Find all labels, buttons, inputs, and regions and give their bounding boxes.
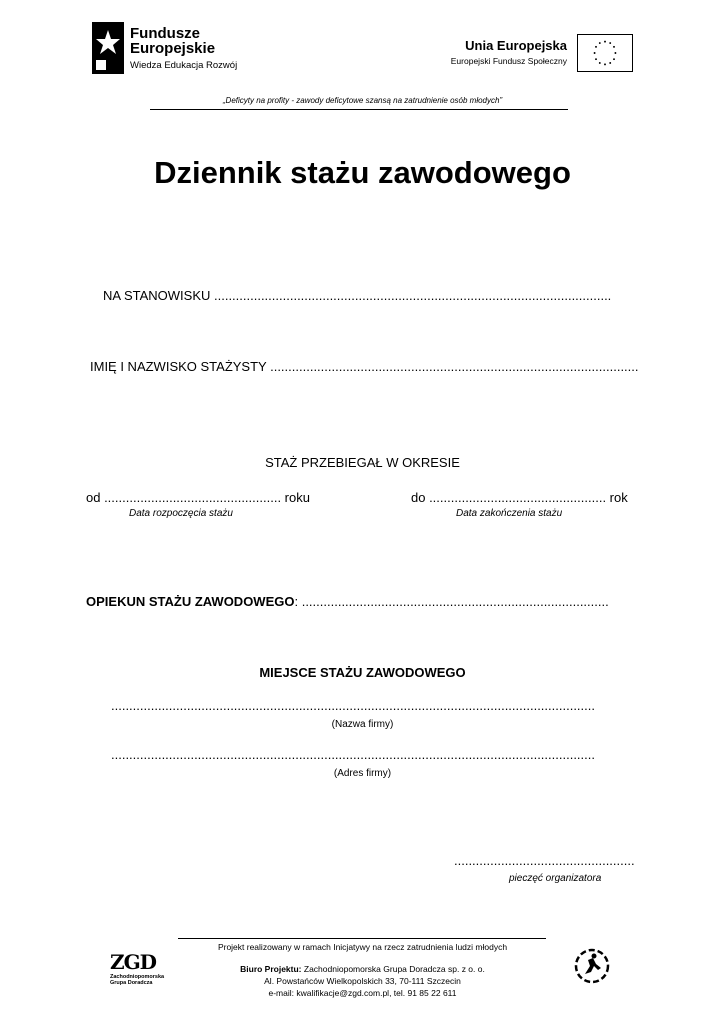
- supervisor-field[interactable]: [86, 594, 609, 609]
- intern-name-field[interactable]: IMIĘ I NAZWISKO STAŻYSTY ......................................................................................................: [90, 359, 639, 374]
- footer-contact: e-mail: kwalifikacje@zgd.com.pl, tel. 91 85 22 611: [268, 988, 457, 998]
- end-date-field[interactable]: do ................................................. rok: [411, 490, 628, 505]
- end-date-caption: Data zakończenia stażu: [456, 508, 563, 519]
- footer-address: Al. Powstańców Wielkopolskich 33, 70-111 Szczecin: [264, 976, 461, 986]
- footer-office-name: Zachodniopomorska Grupa Doradcza sp. z o. o.: [301, 964, 485, 974]
- project-emblem-icon: [574, 948, 610, 984]
- stamp-field[interactable]: ..................................................: [454, 853, 635, 868]
- period-heading: STAŻ PRZEBIEGAŁ W OKRESIE: [265, 455, 460, 470]
- footer-project-line: Projekt realizowany w ramach Inicjatywy na rzecz zatrudnienia ludzi młodych: [217, 942, 508, 952]
- project-motto: „Deficyty na profity - zawody deficytowe szansą na zatrudnienie osób młodych”: [222, 96, 503, 105]
- company-name-caption: (Nazwa firmy): [331, 719, 394, 730]
- start-date-field[interactable]: od ................................................. roku: [86, 490, 310, 505]
- eu-logo-subtitle: Europejski Fundusz Społeczny: [450, 56, 567, 66]
- header-divider: [150, 109, 568, 110]
- start-date-caption: Data rozpoczęcia stażu: [129, 508, 233, 519]
- footer-divider: [178, 938, 546, 939]
- fe-logo-line2: Europejskie: [130, 40, 216, 57]
- page-title: Dziennik stażu zawodowego: [154, 155, 571, 190]
- footer-office: [0, 964, 725, 974]
- company-address-caption: (Adres firmy): [333, 768, 392, 779]
- eu-logo-title: Unia Europejska: [465, 38, 567, 53]
- eu-logo: [440, 34, 635, 74]
- fundusze-europejskie-logo: [92, 22, 252, 78]
- stamp-caption: pieczęć organizatora: [509, 873, 602, 884]
- fe-logo-line1: Fundusze: [130, 25, 200, 42]
- zgd-logo-name-1: Zachodniopomorska: [110, 974, 165, 980]
- fe-star-icon: [92, 22, 124, 74]
- supervisor-dots: : .....................................................................................: [294, 594, 609, 609]
- company-name-field[interactable]: ......................................................................................................................................: [111, 698, 595, 713]
- fe-logo-tagline: Wiedza Edukacja Rozwój: [130, 60, 238, 71]
- zgd-logo-name-2: Grupa Doradcza: [110, 980, 153, 986]
- fe-logo-title: [130, 26, 215, 56]
- place-heading: MIEJSCE STAŻU ZAWODOWEGO: [259, 665, 466, 680]
- zgd-logo-mark: ZGD: [110, 950, 157, 974]
- supervisor-label: OPIEKUN STAŻU ZAWODOWEGO: [86, 594, 295, 609]
- zgd-logo: [110, 950, 170, 990]
- company-address-field[interactable]: ......................................................................................................................................: [111, 747, 595, 762]
- eu-flag-icon: [577, 34, 633, 72]
- position-field[interactable]: NA STANOWISKU ..............................................................................................................: [103, 288, 612, 303]
- footer-office-label: Biuro Projektu:: [240, 964, 302, 974]
